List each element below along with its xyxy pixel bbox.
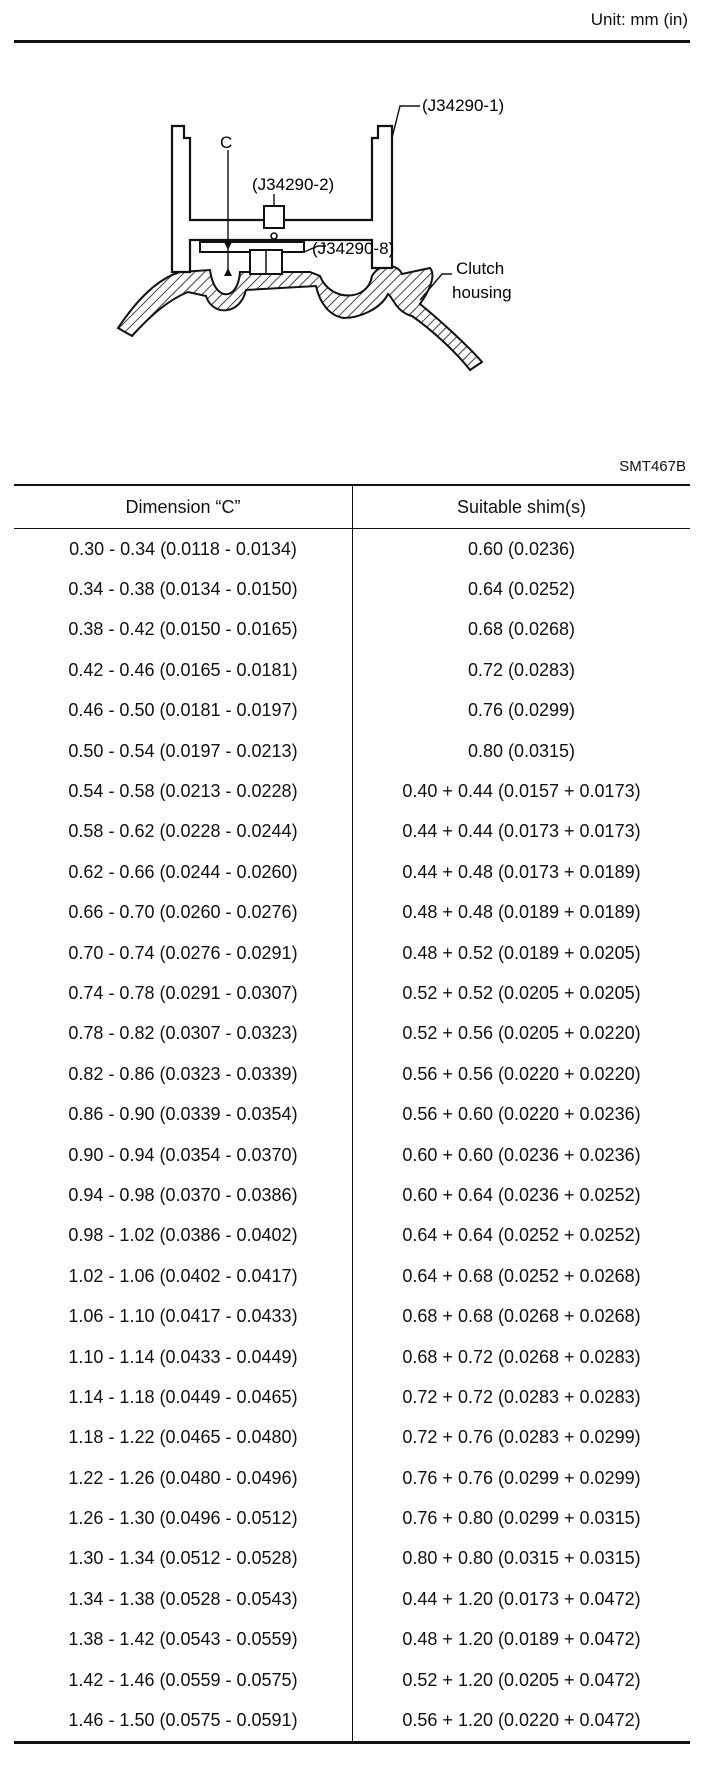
dimension-cell: 0.46 - 0.50 (0.0181 - 0.0197): [14, 691, 353, 731]
table-header-row: [14, 485, 690, 529]
unit-label: Unit: mm (in): [590, 10, 688, 29]
shim-cell: 0.60 + 0.60 (0.0236 + 0.0236): [402, 1144, 641, 1165]
table-row: [14, 1296, 690, 1336]
table-row: [14, 1054, 690, 1094]
table-row: [14, 1135, 690, 1175]
dimension-cell: 1.22 - 1.26 (0.0480 - 0.0496): [14, 1458, 353, 1498]
shim-cell: 0.60 (0.0236): [467, 538, 576, 559]
dimension-cell: 1.38 - 1.42 (0.0543 - 0.0559): [14, 1620, 353, 1660]
figure-code: SMT467B: [619, 458, 686, 475]
dimension-cell: 0.82 - 0.86 (0.0323 - 0.0339): [14, 1054, 353, 1094]
top-rule: [14, 40, 690, 43]
shim-cell: 0.56 + 0.60 (0.0220 + 0.0236): [402, 1104, 641, 1125]
table-row: [14, 1539, 690, 1579]
dimension-cell: 0.90 - 0.94 (0.0354 - 0.0370): [14, 1135, 353, 1175]
label-clutch: Clutch: [456, 259, 505, 278]
shim-cell: 0.48 + 1.20 (0.0189 + 0.0472): [402, 1629, 641, 1650]
dimension-cell: 1.10 - 1.14 (0.0433 - 0.0449): [14, 1337, 353, 1377]
label-tool1: (J34290-1): [422, 96, 505, 115]
dimension-cell: 0.74 - 0.78 (0.0291 - 0.0307): [14, 973, 353, 1013]
shim-cell: 0.64 + 0.64 (0.0252 + 0.0252): [402, 1225, 641, 1246]
table-row: [14, 1256, 690, 1296]
dimension-cell: 0.30 - 0.34 (0.0118 - 0.0134): [14, 529, 353, 570]
dimension-cell: 1.30 - 1.34 (0.0512 - 0.0528): [14, 1539, 353, 1579]
shim-cell: 0.56 + 0.56 (0.0220 + 0.0220): [402, 1063, 641, 1084]
dimension-cell: 0.50 - 0.54 (0.0197 - 0.0213): [14, 731, 353, 771]
dimension-cell: 0.54 - 0.58 (0.0213 - 0.0228): [14, 771, 353, 811]
shim-cell: 0.64 (0.0252): [467, 579, 576, 600]
shim-cell: 0.44 + 1.20 (0.0173 + 0.0472): [402, 1588, 641, 1609]
shim-table: [14, 484, 690, 1744]
shim-cell: 0.60 + 0.64 (0.0236 + 0.0252): [402, 1184, 641, 1205]
shim-cell: 0.80 + 0.80 (0.0315 + 0.0315): [402, 1548, 641, 1569]
table-row: [14, 1094, 690, 1134]
shim-cell: 0.56 + 1.20 (0.0220 + 0.0472): [353, 1700, 691, 1742]
table-row: [14, 1175, 690, 1215]
dimension-cell: 0.34 - 0.38 (0.0134 - 0.0150): [14, 569, 353, 609]
shim-cell: 0.76 (0.0299): [467, 700, 576, 721]
table-row: [14, 1377, 690, 1417]
dimension-cell: 1.42 - 1.46 (0.0559 - 0.0575): [14, 1660, 353, 1700]
shim-cell: 0.64 + 0.68 (0.0252 + 0.0268): [402, 1265, 641, 1286]
table-row: [14, 610, 690, 650]
shim-cell: 0.52 + 0.56 (0.0205 + 0.0220): [402, 1023, 641, 1044]
table-row: [14, 1337, 690, 1377]
table-row: [14, 650, 690, 690]
label-tool2: (J34290-2): [252, 175, 335, 194]
shim-cell: 0.68 (0.0268): [467, 619, 576, 640]
shim-cell: 0.72 + 0.76 (0.0283 + 0.0299): [402, 1427, 641, 1448]
table-row: [14, 731, 690, 771]
housing-wall: [118, 266, 482, 370]
dimension-cell: 1.02 - 1.06 (0.0402 - 0.0417): [14, 1256, 353, 1296]
label-dim-c: C: [220, 133, 233, 152]
dimension-cell: 0.78 - 0.82 (0.0307 - 0.0323): [14, 1014, 353, 1054]
shim-cell: 0.68 + 0.72 (0.0268 + 0.0283): [402, 1346, 641, 1367]
dimension-cell: 1.14 - 1.18 (0.0449 - 0.0465): [14, 1377, 353, 1417]
dimension-cell: 0.94 - 0.98 (0.0370 - 0.0386): [14, 1175, 353, 1215]
table-row: [14, 1458, 690, 1498]
table-row: [14, 529, 690, 570]
shim-cell: 0.48 + 0.52 (0.0189 + 0.0205): [402, 942, 641, 963]
dimension-cell: 1.06 - 1.10 (0.0417 - 0.0433): [14, 1296, 353, 1336]
dimension-cell: 0.62 - 0.66 (0.0244 - 0.0260): [14, 852, 353, 892]
table-row: [14, 812, 690, 852]
table-row: [14, 893, 690, 933]
table-row: [14, 1014, 690, 1054]
header-shims: Suitable shim(s): [353, 485, 691, 529]
dimension-cell: 0.86 - 0.90 (0.0339 - 0.0354): [14, 1094, 353, 1134]
dimension-cell: 0.42 - 0.46 (0.0165 - 0.0181): [14, 650, 353, 690]
label-housing: housing: [452, 283, 512, 302]
dimension-cell: 0.38 - 0.42 (0.0150 - 0.0165): [14, 610, 353, 650]
shim-cell: 0.52 + 1.20 (0.0205 + 0.0472): [402, 1669, 641, 1690]
table-row: [14, 1498, 690, 1538]
shim-cell: 0.44 + 0.48 (0.0173 + 0.0189): [402, 861, 641, 882]
shim-cell: 0.44 + 0.44 (0.0173 + 0.0173): [402, 821, 641, 842]
shim-cell: 0.72 (0.0283): [467, 659, 576, 680]
shim-cell: 0.52 + 0.52 (0.0205 + 0.0205): [402, 982, 641, 1003]
dimension-cell: 1.18 - 1.22 (0.0465 - 0.0480): [14, 1418, 353, 1458]
table-row: [14, 771, 690, 811]
table-row: [14, 973, 690, 1013]
table-row: [14, 1216, 690, 1256]
table-row: [14, 933, 690, 973]
shim-cell: 0.68 + 0.68 (0.0268 + 0.0268): [402, 1306, 641, 1327]
shim-cell: 0.40 + 0.44 (0.0157 + 0.0173): [402, 781, 641, 802]
dimension-cell: 1.46 - 1.50 (0.0575 - 0.0591): [14, 1700, 353, 1742]
shim-cell: 0.76 + 0.76 (0.0299 + 0.0299): [402, 1467, 641, 1488]
shim-cell: 0.76 + 0.80 (0.0299 + 0.0315): [402, 1508, 641, 1529]
gauge-diagram: [0, 90, 704, 420]
dimension-cell: 1.34 - 1.38 (0.0528 - 0.0543): [14, 1579, 353, 1619]
header-dimension: Dimension “C”: [14, 485, 353, 529]
table-row: [14, 1418, 690, 1458]
table-row: [14, 1620, 690, 1660]
shim-cell: 0.48 + 0.48 (0.0189 + 0.0189): [402, 902, 641, 923]
table-row: [14, 852, 690, 892]
tool-j34290-2: [264, 206, 284, 228]
dimension-cell: 0.66 - 0.70 (0.0260 - 0.0276): [14, 893, 353, 933]
dimension-cell: 0.98 - 1.02 (0.0386 - 0.0402): [14, 1216, 353, 1256]
table-row: [14, 569, 690, 609]
table-row: [14, 691, 690, 731]
shim-cell: 0.80 (0.0315): [467, 740, 576, 761]
label-tool8: (J34290-8): [312, 239, 395, 258]
dimension-cell: 0.58 - 0.62 (0.0228 - 0.0244): [14, 812, 353, 852]
dimension-cell: 1.26 - 1.30 (0.0496 - 0.0512): [14, 1498, 353, 1538]
dimension-cell: 0.70 - 0.74 (0.0276 - 0.0291): [14, 933, 353, 973]
table-row: [14, 1579, 690, 1619]
shim-cell: 0.72 + 0.72 (0.0283 + 0.0283): [402, 1386, 641, 1407]
table-row: [14, 1660, 690, 1700]
table-row: [14, 1700, 690, 1742]
